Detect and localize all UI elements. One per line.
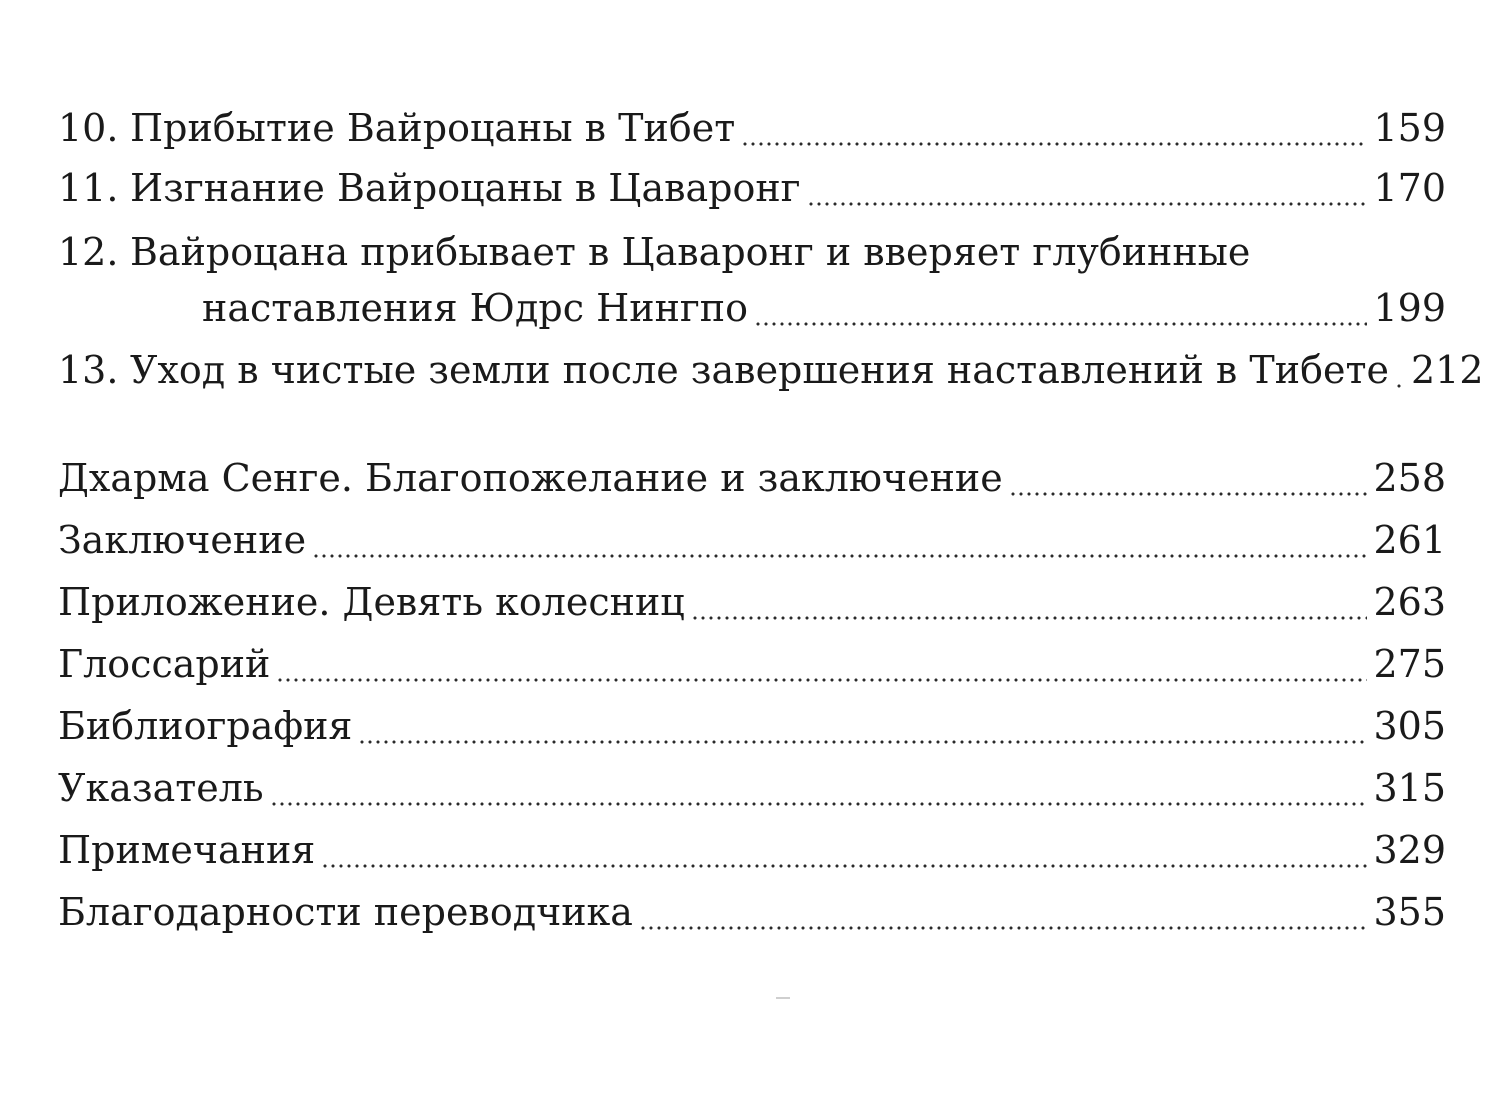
toc-entry — [58, 516, 1446, 564]
section-title: Глоссарий — [58, 642, 271, 686]
chapter-number: 11. — [58, 166, 119, 210]
chapter-title: Изгнание Вайроцаны в Цаваронг — [130, 166, 801, 210]
page-number: 315 — [1373, 766, 1446, 810]
dot-leader — [312, 516, 1367, 564]
chapter-number: 12. — [58, 230, 119, 274]
chapter-title: Прибытие Вайроцаны в Тибет — [130, 106, 736, 150]
dot-leader — [807, 164, 1368, 212]
chapter-title: Вайроцана прибывает в Цаваронг и вверяет глубинные — [130, 230, 1251, 274]
page-number: 263 — [1373, 580, 1446, 624]
toc-entry — [58, 454, 1446, 502]
toc-entry — [58, 640, 1446, 688]
dot-leader — [754, 284, 1367, 332]
scan-mark — [776, 997, 790, 999]
chapter-number: 13. — [58, 348, 119, 392]
section-title: Библиография — [58, 704, 353, 748]
toc-entry — [58, 826, 1446, 874]
page-number: 212 — [1410, 348, 1484, 392]
page-number: 305 — [1373, 704, 1446, 748]
toc-entry — [58, 104, 1446, 152]
toc-entry — [58, 702, 1446, 750]
toc-entry — [58, 888, 1446, 936]
section-title: Приложение. Девять колесниц — [58, 580, 685, 624]
chapter-title: Уход в чистые земли после завершения наставлений в Тибете — [130, 348, 1389, 392]
dot-leader — [358, 702, 1367, 750]
dot-leader — [741, 104, 1367, 152]
dot-leader — [639, 888, 1368, 936]
toc-entry — [58, 764, 1446, 812]
section-title: Дхарма Сенге. Благопожелание и заключение — [58, 456, 1003, 500]
section-title: Примечания — [58, 828, 316, 872]
page-number: 258 — [1373, 456, 1446, 500]
page-number: 170 — [1373, 166, 1446, 210]
page-number: 275 — [1373, 642, 1446, 686]
toc-entry — [58, 228, 1446, 276]
chapter-title-continuation: наставления Юдрс Нингпо — [202, 286, 749, 330]
chapter-number: 10. — [58, 106, 119, 150]
section-title: Благодарности переводчика — [58, 890, 633, 934]
toc-entry — [58, 346, 1484, 394]
toc-entry — [58, 164, 1446, 212]
page-number: 355 — [1373, 890, 1446, 934]
page-number: 329 — [1373, 828, 1446, 872]
dot-leader — [321, 826, 1367, 874]
dot-leader — [691, 578, 1368, 626]
dot-leader — [276, 640, 1367, 688]
page-number: 199 — [1373, 286, 1446, 330]
section-title: Заключение — [58, 518, 307, 562]
page-number: 261 — [1373, 518, 1446, 562]
page-number: 159 — [1373, 106, 1446, 150]
section-title: Указатель — [58, 766, 264, 810]
dot-leader — [270, 764, 1368, 812]
dot-leader — [1009, 454, 1368, 502]
toc-entry-continuation — [58, 284, 1446, 332]
dot-leader — [1395, 346, 1405, 394]
toc-entry — [58, 578, 1446, 626]
